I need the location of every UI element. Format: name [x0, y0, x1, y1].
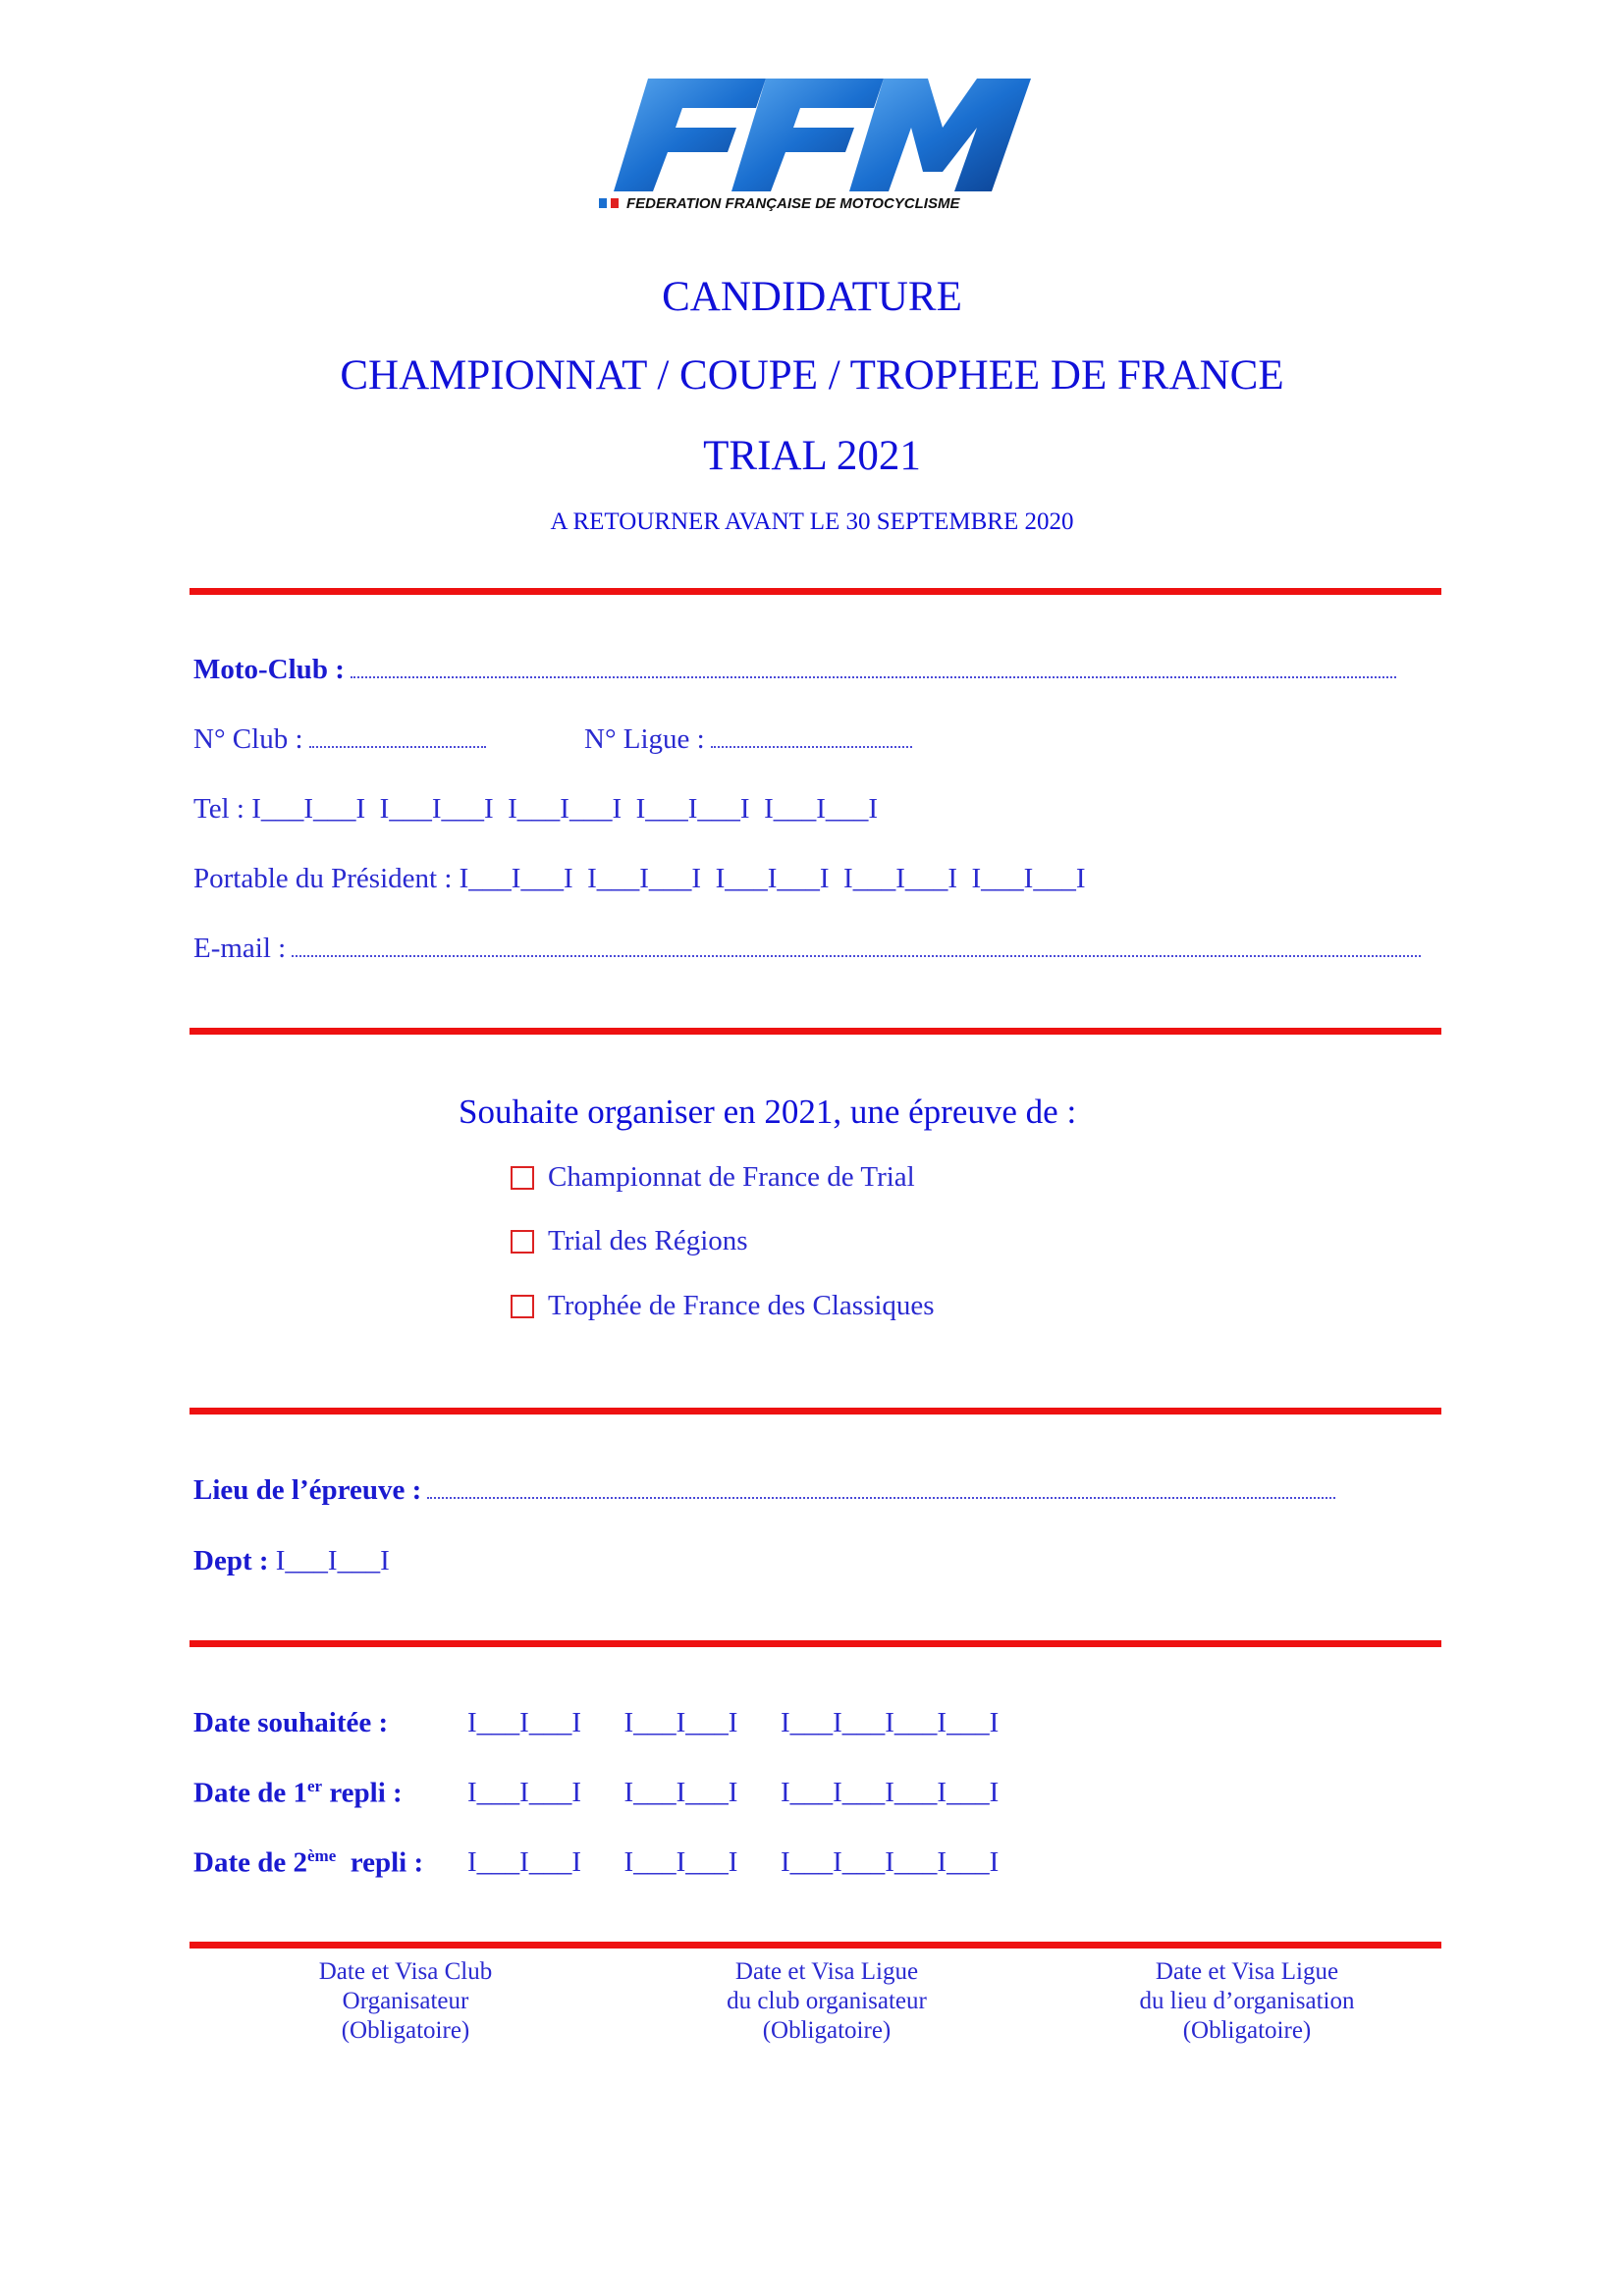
fallback-date-1-boxes[interactable]: I___I___I I___I___I I___I___I___I___I — [467, 1777, 1000, 1808]
event-type-heading: Souhaite organiser en 2021, une épreuve de : — [459, 1093, 1077, 1131]
event-location-label: Lieu de l’épreuve : — [193, 1474, 422, 1506]
fallback-date-2-prefix: Date de 2 — [193, 1846, 307, 1879]
signature-line: Date et Visa Club — [318, 1958, 493, 1985]
ligue-number-label: N° Ligue : — [584, 723, 705, 755]
dept-digit-boxes[interactable]: I___I___I — [275, 1545, 390, 1576]
moto-club-label: Moto-Club : — [193, 654, 345, 685]
fallback-date-1-superscript: er — [306, 1777, 323, 1795]
signature-line: (Obligatoire) — [341, 2017, 470, 2044]
email-field[interactable] — [193, 933, 1421, 965]
tel-field[interactable] — [193, 793, 878, 826]
president-mobile-label: Portable du Président : — [193, 863, 453, 894]
club-number-field[interactable] — [193, 723, 486, 756]
president-mobile-digit-boxes[interactable]: I___I___I I___I___I I___I___I I___I___I I___I___I — [459, 863, 1086, 894]
option-trophee-classiques[interactable] — [511, 1290, 935, 1322]
email-label: E-mail : — [193, 933, 287, 964]
signature-line: Organisateur — [342, 1988, 469, 2014]
checkbox-icon[interactable] — [511, 1166, 534, 1190]
president-mobile-field[interactable] — [193, 863, 1086, 895]
dept-label: Dept : — [193, 1545, 269, 1576]
divider — [189, 1942, 1441, 1949]
ffm-logo — [599, 69, 1041, 216]
club-number-label: N° Club : — [193, 723, 303, 755]
divider — [189, 588, 1441, 595]
flag-red-square — [611, 198, 619, 208]
signature-block-club[interactable] — [229, 1957, 582, 2046]
option-championnat[interactable] — [511, 1161, 915, 1194]
ligue-number-dotted-line[interactable] — [711, 745, 912, 748]
fallback-date-1-suffix: repli : — [322, 1777, 403, 1809]
event-location-dotted-line[interactable] — [427, 1496, 1335, 1499]
ligue-number-field[interactable] — [584, 723, 912, 756]
signature-block-ligue-lieu[interactable] — [1070, 1957, 1424, 2046]
signature-line: (Obligatoire) — [762, 2017, 892, 2044]
option-label: Trial des Régions — [548, 1225, 748, 1256]
signature-line: du lieu d’organisation — [1139, 1988, 1355, 2014]
fallback-date-2-superscript: ème — [306, 1846, 337, 1865]
event-location-field[interactable] — [193, 1474, 1335, 1507]
checkbox-icon[interactable] — [511, 1230, 534, 1254]
dept-field[interactable] — [193, 1545, 390, 1577]
tel-digit-boxes[interactable]: I___I___I I___I___I I___I___I I___I___I I___I___I — [251, 793, 879, 825]
signature-line: Date et Visa Ligue — [734, 1958, 919, 1985]
fallback-date-1-prefix: Date de 1 — [193, 1777, 307, 1809]
ffm-tagline: FEDERATION FRANÇAISE DE MOTOCYCLISME — [626, 195, 960, 212]
tel-label: Tel : — [193, 793, 244, 825]
signature-line: du club organisateur — [727, 1988, 927, 2014]
option-label: Trophée de France des Classiques — [548, 1290, 935, 1321]
fallback-date-2-label — [193, 1846, 423, 1880]
club-number-dotted-line[interactable] — [309, 745, 486, 748]
flag-blue-square — [599, 198, 607, 208]
preferred-date-boxes[interactable]: I___I___I I___I___I I___I___I___I___I — [467, 1707, 1000, 1738]
option-trial-regions[interactable] — [511, 1225, 748, 1257]
email-dotted-line[interactable] — [292, 954, 1421, 957]
fallback-date-1-label — [193, 1777, 403, 1810]
option-label: Championnat de France de Trial — [548, 1161, 915, 1193]
fallback-date-2-boxes[interactable]: I___I___I I___I___I I___I___I___I___I — [467, 1846, 1000, 1878]
signature-line: Date et Visa Ligue — [1155, 1958, 1339, 1985]
signature-block-ligue-club[interactable] — [650, 1957, 1003, 2046]
preferred-date-label: Date souhaitée : — [193, 1707, 389, 1738]
signature-line: (Obligatoire) — [1182, 2017, 1312, 2044]
divider — [189, 1640, 1441, 1647]
checkbox-icon[interactable] — [511, 1295, 534, 1318]
fallback-date-2-suffix: repli : — [336, 1846, 424, 1879]
form-year-title: TRIAL 2021 — [703, 433, 921, 479]
ffm-logo-graphic — [599, 69, 1041, 216]
form-subtitle: CHAMPIONNAT / COUPE / TROPHEE DE FRANCE — [340, 352, 1284, 399]
moto-club-field[interactable] — [193, 654, 1396, 686]
divider — [189, 1028, 1441, 1035]
deadline-notice: A RETOURNER AVANT LE 30 SEPTEMBRE 2020 — [550, 508, 1074, 535]
divider — [189, 1408, 1441, 1415]
moto-club-dotted-line[interactable] — [351, 675, 1396, 678]
form-title: CANDIDATURE — [662, 274, 962, 320]
